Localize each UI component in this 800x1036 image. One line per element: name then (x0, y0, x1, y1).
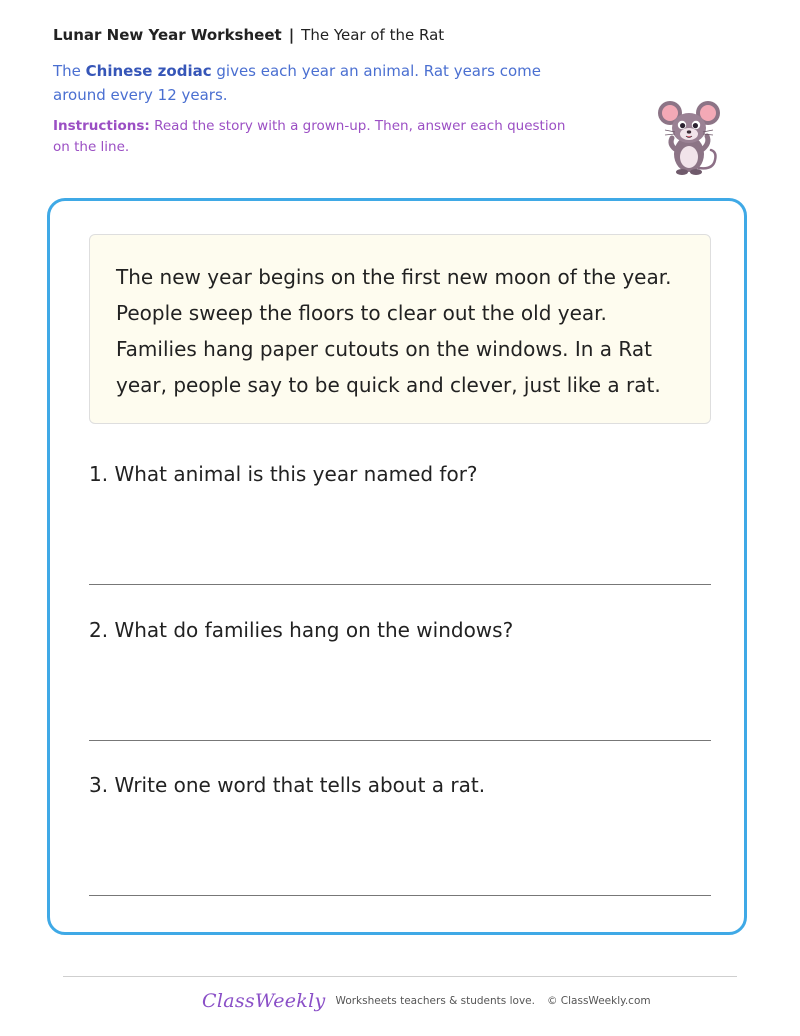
footer-divider (63, 976, 737, 977)
question-number: 1. (89, 462, 109, 486)
instructions-text: Read the story with a grown-up. Then, answer each question on the line. (53, 118, 566, 155)
worksheet-title: Lunar New Year Worksheet (53, 26, 282, 44)
intro-suffix: gives each year an animal. Rat years come around every 12 years. (53, 62, 542, 104)
footer (202, 988, 651, 1014)
footer-tagline: Worksheets teachers & students love. (335, 995, 535, 1007)
answer-line-2[interactable] (89, 740, 711, 741)
worksheet-subtitle: The Year of the Rat (301, 26, 445, 44)
answer-line-3[interactable] (89, 895, 711, 896)
rat-mascot-icon (653, 94, 725, 180)
brand-logo: ClassWeekly (202, 990, 326, 1012)
worksheet-header (53, 26, 444, 44)
question-text: Write one word that tells about a rat. (114, 773, 486, 797)
question-2 (89, 618, 513, 642)
intro-prefix: The (53, 62, 86, 80)
instructions-label: Instructions: (53, 118, 150, 134)
header-separator: | (288, 26, 295, 44)
question-number: 3. (89, 773, 109, 797)
answer-line-1[interactable] (89, 584, 711, 585)
question-number: 2. (89, 618, 109, 642)
intro-highlight: Chinese zodiac (85, 62, 212, 80)
question-text: What animal is this year named for? (114, 462, 478, 486)
footer-copyright: © ClassWeekly.com (546, 995, 651, 1007)
intro-paragraph (53, 59, 593, 107)
question-3 (89, 773, 485, 797)
story-box (89, 234, 711, 424)
story-text: The new year begins on the first new moon of the year. People sweep the floors to clear out the old year. Families hang paper cutouts on the windows. In a Rat year, people say to be quick and clever, just like a rat. (116, 265, 672, 397)
question-1 (89, 462, 478, 486)
instructions (53, 116, 583, 158)
question-text: What do families hang on the windows? (114, 618, 514, 642)
